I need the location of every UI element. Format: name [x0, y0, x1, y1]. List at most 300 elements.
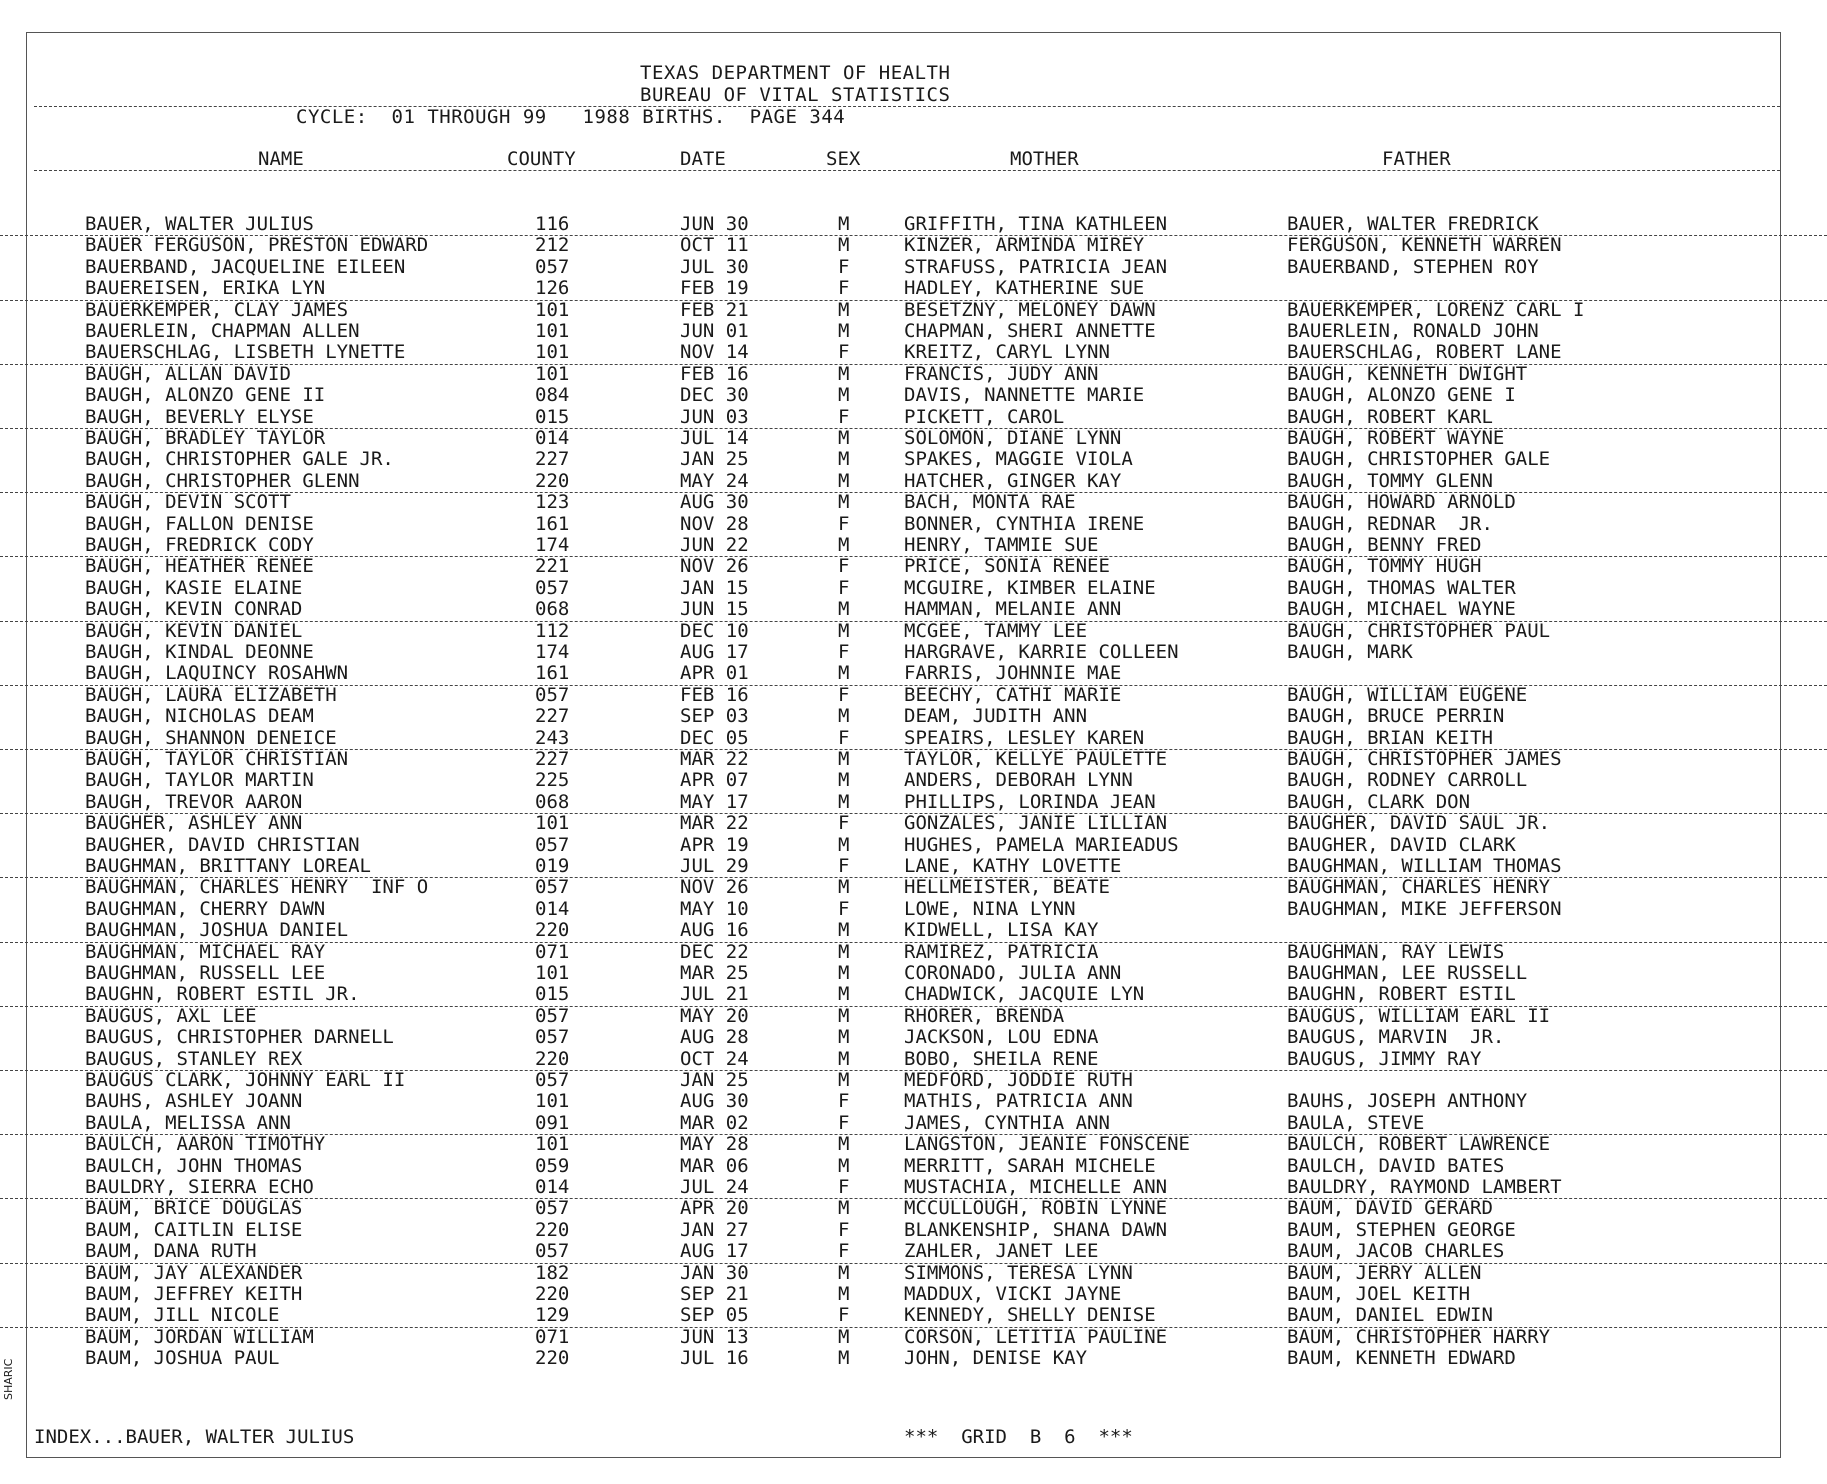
record-father: BAUM, STEPHEN GEORGE: [1287, 1218, 1516, 1241]
record-father: BAULCH, DAVID BATES: [1287, 1154, 1505, 1177]
record-county: 059: [535, 1154, 570, 1177]
record-row: [0, 1305, 1827, 1327]
record-county: 129: [535, 1304, 570, 1327]
record-date: FEB 19: [680, 277, 749, 300]
record-mother: JOHN, DENISE KAY: [904, 1347, 1088, 1370]
record-date: JUN 03: [680, 405, 749, 428]
record-date: MAR 02: [680, 1111, 749, 1134]
record-mother: SPAKES, MAGGIE VIOLA: [904, 448, 1133, 471]
record-row: [0, 300, 1827, 321]
record-row: [0, 278, 1827, 300]
record-mother: MCGUIRE, KIMBER ELAINE: [904, 576, 1156, 599]
record-county: 161: [535, 512, 570, 535]
record-date: JUL 30: [680, 255, 749, 278]
record-name: BAUGH, KINDAL DEONNE: [85, 641, 314, 663]
record-name: BAUGH, TAYLOR CHRISTIAN: [85, 748, 349, 770]
record-county: 071: [535, 940, 570, 963]
record-mother: HENRY, TAMMIE SUE: [904, 534, 1099, 556]
record-date: FEB 16: [680, 362, 749, 385]
record-county: 112: [535, 619, 570, 642]
record-county: 123: [535, 491, 570, 514]
record-sex: M: [838, 320, 850, 342]
record-name: BAUGH, CHRISTOPHER GALE JR.: [85, 448, 394, 471]
record-county: 116: [535, 213, 570, 235]
record-sex: M: [838, 491, 850, 514]
record-date: JUL 14: [680, 427, 749, 449]
record-date: AUG 30: [680, 1090, 749, 1113]
record-row: [0, 578, 1827, 599]
column-header-divider: [34, 170, 1780, 171]
record-county: 057: [535, 683, 570, 706]
record-sex: M: [838, 619, 850, 642]
record-name: BAUGH, HEATHER RENEE: [85, 555, 314, 578]
record-name: BAUGH, TREVOR AARON: [85, 790, 303, 813]
record-sex: M: [838, 1325, 850, 1348]
agency-title: TEXAS DEPARTMENT OF HEALTH: [640, 62, 951, 84]
record-row: [0, 449, 1827, 470]
record-mother: HAMMAN, MELANIE ANN: [904, 598, 1122, 621]
record-sex: M: [838, 919, 850, 942]
column-header-mother: MOTHER: [1010, 148, 1079, 170]
column-header-father: FATHER: [1382, 148, 1451, 170]
record-date: SEP 03: [680, 705, 749, 728]
record-date: JUN 13: [680, 1325, 749, 1348]
record-name: BAUGH, CHRISTOPHER GLENN: [85, 469, 360, 492]
record-row: [0, 1049, 1827, 1071]
record-father: BAUM, JOEL KEITH: [1287, 1283, 1471, 1305]
record-row: [0, 1134, 1827, 1155]
record-row: [0, 1156, 1827, 1177]
column-header-date: DATE: [680, 148, 726, 170]
record-sex: M: [838, 1197, 850, 1220]
record-row: [0, 749, 1827, 770]
record-row: [0, 321, 1827, 342]
record-father: BAUGH, CHRISTOPHER PAUL: [1287, 619, 1551, 642]
record-county: 220: [535, 1347, 570, 1370]
record-mother: HELLMEISTER, BEATE: [904, 876, 1110, 899]
record-row: [0, 1070, 1827, 1091]
record-sex: M: [838, 213, 850, 235]
record-date: NOV 26: [680, 555, 749, 578]
record-mother: MERRITT, SARAH MICHELE: [904, 1154, 1156, 1177]
record-name: BAUGHER, DAVID CHRISTIAN: [85, 833, 360, 856]
record-father: BAUGHER, DAVID CLARK: [1287, 833, 1516, 856]
record-sex: M: [838, 876, 850, 899]
record-name: BAUERSCHLAG, LISBETH LYNETTE: [85, 341, 406, 364]
record-sex: M: [838, 1133, 850, 1156]
record-sex: M: [838, 748, 850, 770]
record-name: BAUEREISEN, ERIKA LYN: [85, 277, 326, 300]
record-date: DEC 05: [680, 726, 749, 749]
record-county: 227: [535, 705, 570, 728]
record-date: JUN 01: [680, 320, 749, 342]
record-county: 068: [535, 598, 570, 621]
record-mother: MADDUX, VICKI JAYNE: [904, 1283, 1122, 1305]
record-date: AUG 17: [680, 641, 749, 663]
record-mother: ZAHLER, JANET LEE: [904, 1240, 1099, 1263]
record-row: [0, 642, 1827, 663]
record-date: OCT 11: [680, 234, 749, 257]
record-county: 101: [535, 320, 570, 342]
record-sex: M: [838, 384, 850, 407]
record-mother: STRAFUSS, PATRICIA JEAN: [904, 255, 1168, 278]
record-name: BAUGHMAN, BRITTANY LOREAL: [85, 855, 371, 877]
record-mother: BEECHY, CATHI MARIE: [904, 683, 1122, 706]
record-row: [0, 813, 1827, 834]
record-date: JUN 30: [680, 213, 749, 235]
record-name: BAUGHMAN, MICHAEL RAY: [85, 940, 326, 963]
record-mother: PICKETT, CAROL: [904, 405, 1065, 428]
record-date: AUG 16: [680, 919, 749, 942]
record-name: BAUGHMAN, CHERRY DAWN: [85, 897, 326, 920]
record-father: BAUGH, HOWARD ARNOLD: [1287, 491, 1516, 514]
record-county: 091: [535, 1111, 570, 1134]
record-name: BAUGH, SHANNON DENEICE: [85, 726, 337, 749]
record-father: BAUGH, TOMMY HUGH: [1287, 555, 1482, 578]
record-row: [0, 728, 1827, 750]
record-mother: DAVIS, NANNETTE MARIE: [904, 384, 1145, 407]
record-county: 057: [535, 1026, 570, 1049]
record-sex: F: [838, 1176, 850, 1198]
record-name: BAUGUS, CHRISTOPHER DARNELL: [85, 1026, 394, 1049]
record-row: [0, 899, 1827, 920]
record-county: 015: [535, 983, 570, 1006]
record-father: BAUERLEIN, RONALD JOHN: [1287, 320, 1539, 342]
record-father: BAUM, JERRY ALLEN: [1287, 1261, 1482, 1284]
record-name: BAULA, MELISSA ANN: [85, 1111, 291, 1134]
side-mark: SHARIC: [2, 1358, 15, 1400]
record-father: BAUM, JACOB CHARLES: [1287, 1240, 1505, 1263]
record-row: [0, 471, 1827, 493]
record-name: BAUGH, TAYLOR MARTIN: [85, 769, 314, 792]
record-father: BAULDRY, RAYMOND LAMBERT: [1287, 1176, 1562, 1198]
record-sex: M: [838, 1347, 850, 1370]
record-name: BAUGUS CLARK, JOHNNY EARL II: [85, 1069, 406, 1091]
record-father: BAUGH, REDNAR JR.: [1287, 512, 1493, 535]
record-sex: F: [838, 897, 850, 920]
record-county: 057: [535, 1004, 570, 1027]
record-name: BAUERKEMPER, CLAY JAMES: [85, 298, 349, 321]
record-father: BAUGH, MICHAEL WAYNE: [1287, 598, 1516, 621]
record-sex: M: [838, 448, 850, 471]
record-county: 221: [535, 555, 570, 578]
record-mother: LANGSTON, JEANIE FONSCENE: [904, 1133, 1190, 1156]
record-county: 014: [535, 427, 570, 449]
record-row: [0, 1348, 1827, 1369]
record-sex: M: [838, 427, 850, 449]
record-date: MAR 22: [680, 812, 749, 835]
record-date: JAN 30: [680, 1261, 749, 1284]
record-date: OCT 24: [680, 1047, 749, 1070]
record-county: 174: [535, 534, 570, 556]
record-name: BAUGUS, STANLEY REX: [85, 1047, 303, 1070]
record-date: DEC 10: [680, 619, 749, 642]
record-date: DEC 30: [680, 384, 749, 407]
record-county: 227: [535, 748, 570, 770]
record-county: 101: [535, 298, 570, 321]
record-date: NOV 14: [680, 341, 749, 364]
record-date: MAY 10: [680, 897, 749, 920]
record-father: BAUGH, BRUCE PERRIN: [1287, 705, 1505, 728]
record-father: BAUGHMAN, WILLIAM THOMAS: [1287, 855, 1562, 877]
record-father: BAUGH, WILLIAM EUGENE: [1287, 683, 1528, 706]
record-sex: M: [838, 940, 850, 963]
record-county: 243: [535, 726, 570, 749]
record-sex: M: [838, 705, 850, 728]
record-row: [0, 685, 1827, 706]
record-name: BAUGUS, AXL LEE: [85, 1004, 257, 1027]
record-mother: CORSON, LETITIA PAULINE: [904, 1325, 1168, 1348]
record-row: [0, 492, 1827, 513]
record-row: [0, 257, 1827, 278]
record-sex: M: [838, 234, 850, 257]
record-county: 220: [535, 1283, 570, 1305]
record-father: BAULA, STEVE: [1287, 1111, 1425, 1134]
record-mother: HARGRAVE, KARRIE COLLEEN: [904, 641, 1179, 663]
record-sex: M: [838, 983, 850, 1006]
record-row: [0, 1198, 1827, 1219]
record-sex: F: [838, 1240, 850, 1263]
record-date: NOV 28: [680, 512, 749, 535]
record-mother: SIMMONS, TERESA LYNN: [904, 1261, 1133, 1284]
record-county: 101: [535, 1133, 570, 1156]
record-father: BAUGH, MARK: [1287, 641, 1413, 663]
record-row: [0, 835, 1827, 856]
record-sex: M: [838, 790, 850, 813]
record-name: BAUERLEIN, CHAPMAN ALLEN: [85, 320, 360, 342]
record-mother: MUSTACHIA, MICHELLE ANN: [904, 1176, 1168, 1198]
record-name: BAUM, JEFFREY KEITH: [85, 1283, 303, 1305]
record-mother: CORONADO, JULIA ANN: [904, 962, 1122, 984]
column-header-name: NAME: [258, 148, 304, 170]
record-county: 057: [535, 576, 570, 599]
record-father: FERGUSON, KENNETH WARREN: [1287, 234, 1562, 257]
record-name: BAUGH, FREDRICK CODY: [85, 534, 314, 556]
record-date: DEC 22: [680, 940, 749, 963]
record-date: JUL 21: [680, 983, 749, 1006]
record-mother: KIDWELL, LISA KAY: [904, 919, 1099, 942]
record-sex: M: [838, 662, 850, 685]
record-row: [0, 1263, 1827, 1284]
record-county: 019: [535, 855, 570, 877]
record-date: APR 01: [680, 662, 749, 685]
record-date: SEP 05: [680, 1304, 749, 1327]
record-row: [0, 364, 1827, 385]
record-date: AUG 17: [680, 1240, 749, 1263]
record-mother: SPEAIRS, LESLEY KAREN: [904, 726, 1145, 749]
record-father: BAUGH, CLARK DON: [1287, 790, 1471, 813]
record-county: 057: [535, 876, 570, 899]
record-date: MAY 24: [680, 469, 749, 492]
record-mother: FARRIS, JOHNNIE MAE: [904, 662, 1122, 685]
record-sex: F: [838, 341, 850, 364]
record-name: BAUM, DANA RUTH: [85, 1240, 257, 1263]
record-mother: GRIFFITH, TINA KATHLEEN: [904, 213, 1168, 235]
record-name: BAUGHMAN, CHARLES HENRY INF O: [85, 876, 429, 899]
record-sex: F: [838, 512, 850, 535]
record-father: BAUGH, BRIAN KEITH: [1287, 726, 1493, 749]
record-father: BAUM, CHRISTOPHER HARRY: [1287, 1325, 1551, 1348]
record-county: 071: [535, 1325, 570, 1348]
record-name: BAUGH, NICHOLAS DEAM: [85, 705, 314, 728]
record-row: [0, 663, 1827, 685]
record-father: BAUGH, TOMMY GLENN: [1287, 469, 1493, 492]
record-date: AUG 28: [680, 1026, 749, 1049]
record-mother: PHILLIPS, LORINDA JEAN: [904, 790, 1156, 813]
record-mother: MCGEE, TAMMY LEE: [904, 619, 1088, 642]
record-father: BAUGHMAN, RAY LEWIS: [1287, 940, 1505, 963]
record-sex: F: [838, 812, 850, 835]
record-name: BAUGH, KASIE ELAINE: [85, 576, 303, 599]
record-date: JAN 27: [680, 1218, 749, 1241]
record-row: [0, 1027, 1827, 1048]
record-name: BAUER FERGUSON, PRESTON EDWARD: [85, 234, 429, 257]
record-county: 227: [535, 448, 570, 471]
record-father: BAUGH, KENNETH DWIGHT: [1287, 362, 1528, 385]
record-county: 014: [535, 1176, 570, 1198]
record-sex: F: [838, 277, 850, 300]
record-row: [0, 1006, 1827, 1027]
record-mother: BLANKENSHIP, SHANA DAWN: [904, 1218, 1168, 1241]
record-date: MAR 06: [680, 1154, 749, 1177]
record-name: BAUGH, ALONZO GENE II: [85, 384, 326, 407]
record-father: BAUERSCHLAG, ROBERT LANE: [1287, 341, 1562, 364]
record-name: BAUGH, LAURA ELIZABETH: [85, 683, 337, 706]
record-row: [0, 770, 1827, 791]
record-name: BAUGH, BRADLEY TAYLOR: [85, 427, 326, 449]
record-father: BAUGH, RODNEY CARROLL: [1287, 769, 1528, 792]
record-date: NOV 26: [680, 876, 749, 899]
record-father: BAUGUS, MARVIN JR.: [1287, 1026, 1505, 1049]
record-name: BAUGH, LAQUINCY ROSAHWN: [85, 662, 349, 685]
record-mother: GONZALES, JANIE LILLIAN: [904, 812, 1168, 835]
record-mother: RAMIREZ, PATRICIA: [904, 940, 1099, 963]
record-county: 126: [535, 277, 570, 300]
record-mother: FRANCIS, JUDY ANN: [904, 362, 1099, 385]
record-mother: HUGHES, PAMELA MARIEADUS: [904, 833, 1179, 856]
record-row: [0, 920, 1827, 942]
record-mother: PRICE, SONIA RENEE: [904, 555, 1110, 578]
record-mother: MEDFORD, JODDIE RUTH: [904, 1069, 1133, 1091]
record-father: BAUGHMAN, MIKE JEFFERSON: [1287, 897, 1562, 920]
record-sex: F: [838, 855, 850, 877]
record-row: [0, 407, 1827, 429]
record-date: JUL 16: [680, 1347, 749, 1370]
record-date: JUL 29: [680, 855, 749, 877]
record-name: BAUM, CAITLIN ELISE: [85, 1218, 303, 1241]
record-row: [0, 792, 1827, 814]
record-name: BAUGH, DEVIN SCOTT: [85, 491, 291, 514]
record-row: [0, 1220, 1827, 1241]
record-mother: BESETZNY, MELONEY DAWN: [904, 298, 1156, 321]
record-sex: M: [838, 1069, 850, 1091]
record-name: BAUERBAND, JACQUELINE EILEEN: [85, 255, 406, 278]
record-sex: M: [838, 769, 850, 792]
record-county: 084: [535, 384, 570, 407]
record-sex: F: [838, 255, 850, 278]
record-father: BAUGHMAN, CHARLES HENRY: [1287, 876, 1551, 899]
record-row: [0, 963, 1827, 984]
record-row: [0, 385, 1827, 406]
record-county: 057: [535, 1240, 570, 1263]
record-row: [0, 1327, 1827, 1348]
record-sex: M: [838, 298, 850, 321]
record-sex: F: [838, 1218, 850, 1241]
record-county: 220: [535, 1218, 570, 1241]
record-date: MAY 20: [680, 1004, 749, 1027]
record-father: BAUGHN, ROBERT ESTIL: [1287, 983, 1516, 1006]
record-row: [0, 428, 1827, 449]
record-mother: ANDERS, DEBORAH LYNN: [904, 769, 1133, 792]
record-sex: M: [838, 1026, 850, 1049]
record-county: 057: [535, 833, 570, 856]
record-sex: M: [838, 962, 850, 984]
record-sex: F: [838, 576, 850, 599]
record-date: SEP 21: [680, 1283, 749, 1305]
record-date: JUN 15: [680, 598, 749, 621]
record-sex: M: [838, 534, 850, 556]
record-date: JAN 15: [680, 576, 749, 599]
record-name: BAUM, JORDAN WILLIAM: [85, 1325, 314, 1348]
record-mother: MATHIS, PATRICIA ANN: [904, 1090, 1133, 1113]
record-mother: BOBO, SHEILA RENE: [904, 1047, 1099, 1070]
record-father: BAUGH, ALONZO GENE I: [1287, 384, 1516, 407]
record-mother: SOLOMON, DIANE LYNN: [904, 427, 1122, 449]
record-name: BAULCH, JOHN THOMAS: [85, 1154, 303, 1177]
record-name: BAUM, BRICE DOUGLAS: [85, 1197, 303, 1220]
column-header-county: COUNTY: [507, 148, 576, 170]
record-row: [0, 599, 1827, 621]
record-mother: KINZER, ARMINDA MIREY: [904, 234, 1145, 257]
record-date: JUN 22: [680, 534, 749, 556]
record-sex: M: [838, 1283, 850, 1305]
record-name: BAULCH, AARON TIMOTHY: [85, 1133, 326, 1156]
record-county: 220: [535, 919, 570, 942]
record-father: BAUERBAND, STEPHEN ROY: [1287, 255, 1539, 278]
record-name: BAUGH, FALLON DENISE: [85, 512, 314, 535]
record-row: [0, 214, 1827, 236]
record-name: BAUGHN, ROBERT ESTIL JR.: [85, 983, 360, 1006]
record-mother: JACKSON, LOU EDNA: [904, 1026, 1099, 1049]
record-sex: M: [838, 1154, 850, 1177]
record-county: 057: [535, 1069, 570, 1091]
record-county: 057: [535, 1197, 570, 1220]
record-date: FEB 21: [680, 298, 749, 321]
record-father: BAUERKEMPER, LORENZ CARL I: [1287, 298, 1585, 321]
record-county: 101: [535, 362, 570, 385]
record-date: JAN 25: [680, 1069, 749, 1091]
record-county: 225: [535, 769, 570, 792]
record-father: BAUHS, JOSEPH ANTHONY: [1287, 1090, 1528, 1113]
record-county: 057: [535, 255, 570, 278]
record-mother: DEAM, JUDITH ANN: [904, 705, 1088, 728]
record-mother: HATCHER, GINGER KAY: [904, 469, 1122, 492]
record-row: [0, 1177, 1827, 1199]
record-county: 220: [535, 1047, 570, 1070]
record-name: BAULDRY, SIERRA ECHO: [85, 1176, 314, 1198]
record-father: BAUGH, ROBERT WAYNE: [1287, 427, 1505, 449]
record-sex: F: [838, 555, 850, 578]
record-name: BAUGH, KEVIN CONRAD: [85, 598, 303, 621]
record-sex: F: [838, 1111, 850, 1134]
record-county: 015: [535, 405, 570, 428]
record-father: BAUGHMAN, LEE RUSSELL: [1287, 962, 1528, 984]
record-sex: M: [838, 469, 850, 492]
record-row: [0, 877, 1827, 898]
record-county: 182: [535, 1261, 570, 1284]
record-mother: RHORER, BRENDA: [904, 1004, 1065, 1027]
record-father: BAUM, DANIEL EDWIN: [1287, 1304, 1493, 1327]
